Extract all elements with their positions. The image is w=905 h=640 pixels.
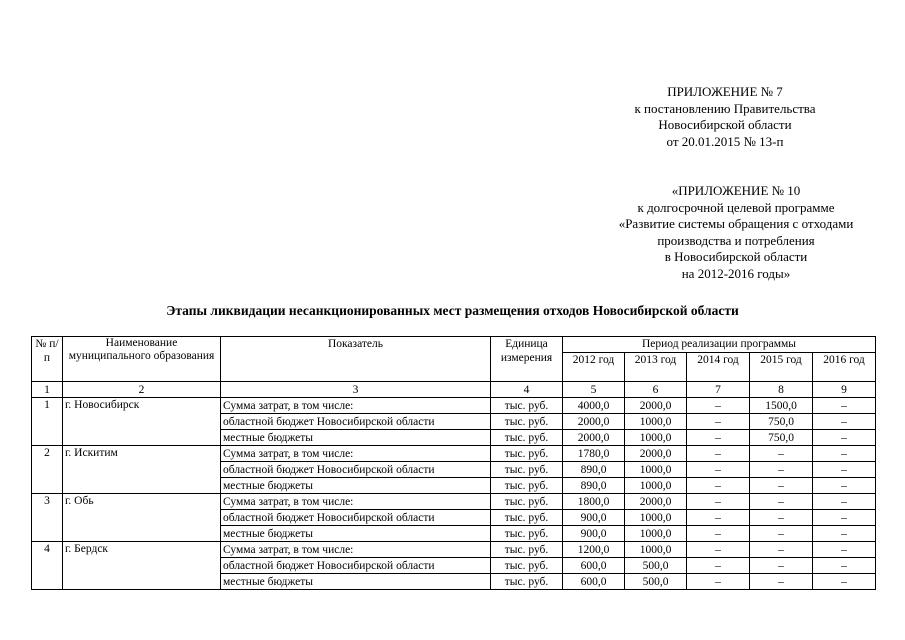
indicator-cell: местные бюджеты [221,430,491,446]
value-cell: – [750,526,813,542]
waste-sites-table [31,336,876,590]
value-cell: – [687,526,750,542]
col-number: 7 [687,382,750,398]
value-cell: – [687,478,750,494]
header-year: 2015 год [750,353,813,382]
header-name: Наименование муниципального образования [63,337,221,382]
value-cell: 1500,0 [750,398,813,414]
indicator-cell: Сумма затрат, в том числе: [221,446,491,462]
annex-line: к постановлению Правительства [634,100,816,116]
value-cell: – [813,574,876,590]
value-cell: – [687,510,750,526]
value-cell: 2000,0 [625,494,687,510]
value-cell: – [813,398,876,414]
value-cell: 1000,0 [625,526,687,542]
row-num: 2 [32,446,63,494]
annex-line: от 20.01.2015 № 13-п [666,133,784,149]
value-cell: – [813,478,876,494]
value-cell: – [750,462,813,478]
unit-cell: тыс. руб. [491,478,563,494]
row-num: 1 [32,398,63,446]
value-cell: 1000,0 [625,478,687,494]
value-cell: – [687,414,750,430]
value-cell: – [813,510,876,526]
annex-line: производства и потребления [657,232,815,248]
header-year: 2012 год [563,353,625,382]
value-cell: – [750,446,813,462]
header-year: 2016 год [813,353,876,382]
value-cell: – [813,526,876,542]
municipality-name: г. Новосибирск [63,398,221,446]
row-num: 3 [32,494,63,542]
table-row [32,446,876,462]
indicator-cell: местные бюджеты [221,478,491,494]
header-year: 2013 год [625,353,687,382]
value-cell: 1000,0 [625,430,687,446]
unit-cell: тыс. руб. [491,462,563,478]
unit-cell: тыс. руб. [491,430,563,446]
value-cell: – [687,430,750,446]
value-cell: – [750,558,813,574]
column-numbers-row [32,382,876,398]
value-cell: – [750,510,813,526]
value-cell: 1000,0 [625,462,687,478]
value-cell: – [687,446,750,462]
col-number: 9 [813,382,876,398]
value-cell: – [750,494,813,510]
col-number: 4 [491,382,563,398]
value-cell: 750,0 [750,414,813,430]
header-period: Период реализации программы [563,337,876,353]
municipality-name: г. Искитим [63,446,221,494]
col-number: 5 [563,382,625,398]
value-cell: 890,0 [563,478,625,494]
value-cell: 1000,0 [625,542,687,558]
col-number: 6 [625,382,687,398]
value-cell: – [687,494,750,510]
indicator-cell: Сумма затрат, в том числе: [221,398,491,414]
annex-line: Новосибирской области [658,117,792,132]
header-indicator: Показатель [221,337,491,382]
col-number: 2 [63,382,221,398]
value-cell: 2000,0 [563,430,625,446]
value-cell: – [813,542,876,558]
document-title: Этапы ликвидации несанкционированных мест размещения отходов Новосибирской области [166,303,739,318]
value-cell: – [813,414,876,430]
value-cell: – [813,558,876,574]
row-num: 4 [32,542,63,590]
value-cell: – [687,462,750,478]
value-cell: – [750,478,813,494]
header-num: № п/п [32,337,63,382]
value-cell: 1000,0 [625,510,687,526]
value-cell: 600,0 [563,558,625,574]
unit-cell: тыс. руб. [491,414,563,430]
col-number: 3 [221,382,491,398]
value-cell: – [813,494,876,510]
value-cell: 2000,0 [625,446,687,462]
value-cell: 890,0 [563,462,625,478]
unit-cell: тыс. руб. [491,510,563,526]
indicator-cell: Сумма затрат, в том числе: [221,542,491,558]
indicator-cell: местные бюджеты [221,574,491,590]
value-cell: – [813,430,876,446]
unit-cell: тыс. руб. [491,526,563,542]
unit-cell: тыс. руб. [491,574,563,590]
unit-cell: тыс. руб. [491,446,563,462]
header-year: 2014 год [687,353,750,382]
municipality-name: г. Бердск [63,542,221,590]
col-number: 8 [750,382,813,398]
value-cell: 750,0 [750,430,813,446]
value-cell: 1000,0 [625,414,687,430]
indicator-cell: областной бюджет Новосибирской области [221,558,491,574]
unit-cell: тыс. руб. [491,398,563,414]
annex-line: «Развитие системы обращения с отходами [618,216,854,231]
unit-cell: тыс. руб. [491,494,563,510]
annex-header-10 [595,183,877,282]
indicator-cell: областной бюджет Новосибирской области [221,414,491,430]
value-cell: – [687,542,750,558]
value-cell: 2000,0 [625,398,687,414]
value-cell: – [687,574,750,590]
value-cell: – [750,574,813,590]
value-cell: 900,0 [563,526,625,542]
value-cell: 1800,0 [563,494,625,510]
value-cell: 500,0 [625,574,687,590]
value-cell: 1200,0 [563,542,625,558]
table-row [32,398,876,414]
annex-line: на 2012-2016 годы» [681,265,791,281]
header-unit: Единица измерения [491,337,563,382]
table-row [32,542,876,558]
unit-cell: тыс. руб. [491,558,563,574]
value-cell: 4000,0 [563,398,625,414]
municipality-name: г. Обь [63,494,221,542]
value-cell: – [687,398,750,414]
value-cell: 1780,0 [563,446,625,462]
col-number: 1 [32,382,63,398]
indicator-cell: Сумма затрат, в том числе: [221,494,491,510]
value-cell: – [813,462,876,478]
unit-cell: тыс. руб. [491,542,563,558]
annex-line: «ПРИЛОЖЕНИЕ № 10 [671,183,801,198]
value-cell: 2000,0 [563,414,625,430]
value-cell: – [687,558,750,574]
value-cell: 500,0 [625,558,687,574]
value-cell: – [813,446,876,462]
table-row [32,494,876,510]
value-cell: 600,0 [563,574,625,590]
indicator-cell: областной бюджет Новосибирской области [221,462,491,478]
value-cell: – [750,542,813,558]
annex-line: к долгосрочной целевой программе [637,199,835,215]
annex-line: в Новосибирской области [664,249,808,264]
annex-header-7 [600,84,850,150]
indicator-cell: местные бюджеты [221,526,491,542]
annex-line: ПРИЛОЖЕНИЕ № 7 [667,84,783,99]
value-cell: 900,0 [563,510,625,526]
indicator-cell: областной бюджет Новосибирской области [221,510,491,526]
